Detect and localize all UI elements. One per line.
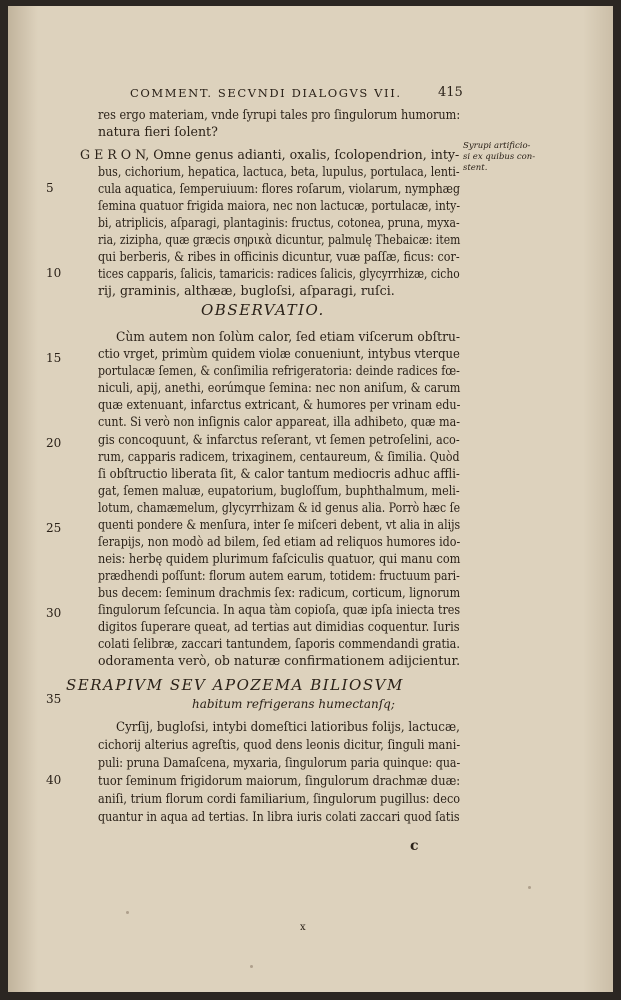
margin-note: Syrupi artificio- si ex quibus con- stent. bbox=[463, 141, 536, 173]
text-line: quæ extenuant, infarctus extricant, & humores per vrinam edu- bbox=[98, 397, 461, 412]
section-heading-observatio: OBSERVATIO. bbox=[201, 301, 325, 319]
text-line: G E R O N, Omne genus adianti, oxalis, ſcolopendrion, inty- bbox=[80, 147, 460, 162]
catchword: c bbox=[410, 838, 419, 854]
text-line: prædhendi poſſunt: florum autem earum, totidem: fructuum pari- bbox=[98, 568, 460, 583]
line-number: 20 bbox=[46, 436, 62, 450]
text-line: portulacæ ſemen, & conſimilia refrigeratoria: deinde radices fœ- bbox=[98, 363, 460, 378]
text-line: Cyrſij, bugloſsi, intybi domeſtici latioribus folijs, lactucæ, bbox=[116, 719, 460, 734]
text-line: ctio vrget, primùm quidem violæ conueniunt, intybus vterque bbox=[98, 346, 460, 361]
section-subheading-serapium: habitum refrigerans humectanſq; bbox=[192, 697, 395, 711]
line-number: 30 bbox=[46, 606, 62, 620]
text-line: colati ſelibræ, zaccari tantundem, ſaporis commendandi gratia. bbox=[98, 636, 460, 651]
text-line: tices capparis, ſalicis, tamaricis: radices ſalicis, glycyrrhizæ, cicho bbox=[98, 266, 460, 281]
line-number: 5 bbox=[46, 181, 54, 195]
line-number: 15 bbox=[46, 351, 62, 365]
text-line: gat, ſemen maluæ, eupatorium, bugloſſum, buphthalmum, meli- bbox=[98, 483, 460, 498]
running-header bbox=[130, 86, 590, 100]
text-line: gis concoquunt, & infarctus reſerant, vt ſemen petroſelini, aco- bbox=[98, 432, 460, 447]
text-line: ſi obſtructio liberata ſit, & calor tantum mediocris adhuc affli- bbox=[98, 466, 460, 481]
text-line: rum, capparis radicem, trixaginem, centaureum, & ſimilia. Quòd bbox=[98, 449, 460, 464]
text-line: quantur in aqua ad tertias. In libra iuris colati zaccari quod ſatis bbox=[98, 809, 460, 824]
text-line: ſemina quatuor frigida maiora, nec non lactucæ, portulacæ, inty- bbox=[98, 198, 461, 213]
text-line: digitos ſuperare queat, ad tertias aut dimidias coquentur. Iuris bbox=[98, 619, 460, 634]
text-line: niculi, apij, anethi, eorúmque ſemina: nec non aniſum, & carum bbox=[98, 380, 461, 395]
text-line: qui berberis, & ribes in officinis dicuntur, vuæ paſſæ, ficus: cor- bbox=[98, 249, 460, 264]
text-line: cichorij alterius agreſtis, quod dens leonis dicitur, ſinguli mani- bbox=[98, 737, 461, 752]
paper-speck bbox=[126, 911, 129, 914]
line-number: 40 bbox=[46, 773, 62, 787]
text-line: lotum, chamæmelum, glycyrrhizam & id genus alia. Porrò hæc ſe bbox=[98, 500, 461, 515]
text-line: Cùm autem non ſolùm calor, ſed etiam viſcerum obſtru- bbox=[116, 329, 461, 344]
text-line: puli: pruna Damaſcena, myxaria, ſingulorum paria quinque: qua- bbox=[98, 755, 461, 770]
text-line: quenti pondere & menſura, inter ſe miſceri debent, vt alia in alijs bbox=[98, 517, 461, 532]
text-line: bus decem: ſeminum drachmis ſex: radicum, corticum, lignorum bbox=[98, 585, 461, 600]
text-line: neis: herbę quidem plurimum faſciculis quatuor, qui manu com bbox=[98, 551, 461, 566]
paper-speck bbox=[528, 886, 531, 889]
text-line: ria, zizipha, quæ græcis σηρικὰ dicuntur, palmulę Thebaicæ: item bbox=[98, 232, 461, 247]
text-line: res ergo materiam, vnde ſyrupi tales pro ſingulorum humorum: bbox=[98, 107, 461, 122]
text-line: bus, cichorium, hepatica, lactuca, beta, lupulus, portulaca, lenti- bbox=[98, 164, 460, 179]
running-title: COMMENT. SECVNDI DIALOGVS VII. bbox=[130, 86, 402, 100]
text-line: cula aquatica, ſemperuiuum: flores roſarum, violarum, nymphæg bbox=[98, 181, 461, 196]
signature-mark: x bbox=[300, 922, 306, 933]
line-number: 10 bbox=[46, 266, 62, 280]
paper-speck bbox=[250, 965, 253, 968]
page-number: 415 bbox=[438, 85, 463, 100]
text-line: ſingulorum ſeſcuncia. In aqua tàm copioſa, quæ ipſa iniecta tres bbox=[98, 602, 461, 617]
text-line: tuor ſeminum frigidorum maiorum, ſingulorum drachmæ duæ: bbox=[98, 773, 461, 788]
text-line: cunt. Si verò non inſignis calor appareat, illa adhibeto, quæ ma- bbox=[98, 414, 461, 429]
text-line: natura fieri ſolent? bbox=[98, 124, 218, 139]
text-line: aniſi, trium florum cordi familiarium, ſingulorum pugillus: deco bbox=[98, 791, 461, 806]
text-line: ſerapijs, non modò ad bilem, ſed etiam ad reliquos humores ido- bbox=[98, 534, 461, 549]
section-heading-serapium: SERAPIVM SEV APOZEMA BILIOSVM bbox=[66, 676, 404, 694]
book-page bbox=[8, 6, 613, 992]
text-line: bi, atriplicis, aſparagi, plantaginis: fructus, cotonea, pruna, myxa- bbox=[98, 215, 460, 230]
line-number: 25 bbox=[46, 521, 62, 535]
text-line: rij, graminis, althææ, bugloſsi, aſparagi, ruſci. bbox=[98, 283, 395, 298]
line-number: 35 bbox=[46, 692, 62, 706]
text-line: odoramenta verò, ob naturæ confirmationem adijcientur. bbox=[98, 653, 461, 668]
